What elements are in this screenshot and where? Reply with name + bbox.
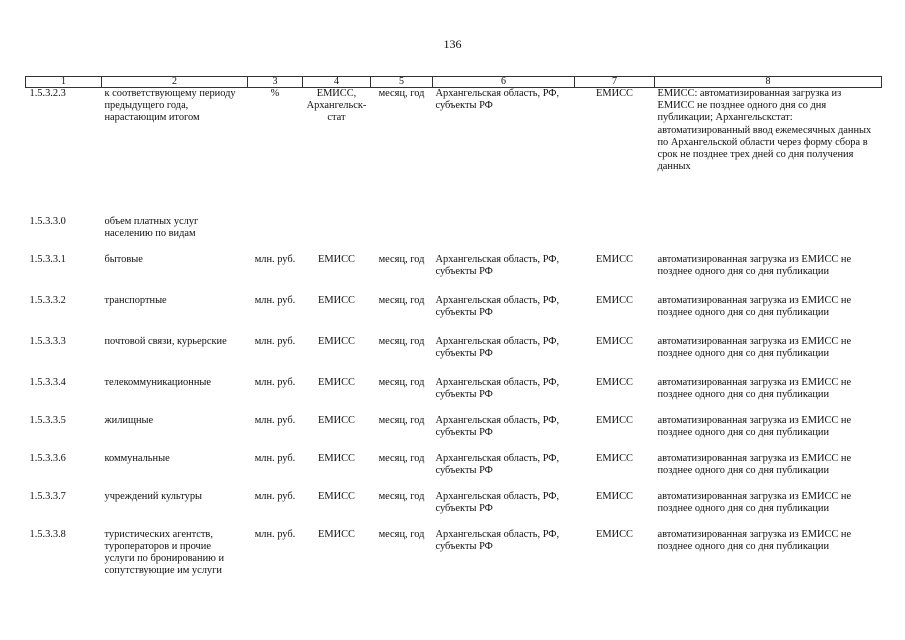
name-cell: к соответствующему периоду предыдущего года, нарастающим итогом [104,88,236,124]
code-cell: 1.5.3.2.3 [29,88,66,99]
period-cell: месяц, год [378,490,425,502]
table-row [26,295,882,336]
table-header-row [26,77,882,88]
table-row [26,415,882,453]
table-row [26,254,882,295]
system-cell [575,216,655,254]
source-cell: ЕМИСС [318,528,355,540]
system-cell: ЕМИСС [596,452,633,464]
unit-cell: млн. руб. [254,335,296,347]
column-header-6: 6 [433,77,575,88]
name-cell: объем платных услуг населению по видам [104,215,199,239]
method-cell [655,216,882,254]
unit-cell: % [270,88,280,99]
period-cell: месяц, год [378,294,425,306]
code-cell: 1.5.3.3.1 [29,253,66,265]
code-cell: 1.5.3.3.0 [29,215,66,227]
column-header-8: 8 [655,77,882,88]
column-header-3: 3 [248,77,303,88]
code-cell: 1.5.3.3.8 [29,528,66,540]
source-cell: ЕМИСС [318,414,355,426]
period-cell: месяц, год [378,452,425,464]
unit-cell: млн. руб. [254,452,296,464]
code-cell: 1.5.3.3.5 [29,414,66,426]
system-cell: ЕМИСС [596,253,633,265]
period-cell: месяц, год [378,376,425,388]
code-cell: 1.5.3.3.2 [29,294,66,306]
source-cell [303,216,371,254]
unit-cell: млн. руб. [254,414,296,426]
method-cell: автоматизированная загрузка из ЕМИСС не позднее одного дня со дня публикации [657,376,852,400]
name-cell: туристических агентств, туроператоров и прочие услуги по бронированию и сопутствующие им услуги [104,528,225,577]
level-cell: Архангельская область, РФ, субъекты РФ [435,335,560,359]
column-header-1: 1 [26,77,102,88]
period-cell: месяц, год [378,414,425,426]
level-cell: Архангельская область, РФ, субъекты РФ [435,294,560,318]
column-header-4: 4 [303,77,371,88]
column-header-2: 2 [102,77,248,88]
name-cell: жилищные [104,414,154,426]
system-cell: ЕМИСС [596,294,633,306]
level-cell: Архангельская область, РФ, субъекты РФ [435,490,560,514]
source-cell: ЕМИСС [318,253,355,265]
source-cell: ЕМИСС [318,376,355,388]
name-cell: бытовые [104,253,143,265]
method-cell: автоматизированная загрузка из ЕМИСС не позднее одного дня со дня публикации [657,253,852,277]
table-row [26,88,882,216]
unit-cell: млн. руб. [254,376,296,388]
system-cell: ЕМИСС [596,335,633,347]
level-cell: Архангельская область, РФ, субъекты РФ [435,88,560,112]
code-cell: 1.5.3.3.6 [29,452,66,464]
method-cell: ЕМИСС: автоматизированная загрузка из ЕМИСС не позднее одного дня со дня публикации; Архангельскстат: автоматизированный ввод ежемесячных данных по Архангельской области через форму сбора в срок не позднее трех дней со дня получения данных [657,88,872,173]
page-number: 136 [443,37,462,51]
code-cell: 1.5.3.3.7 [29,490,66,502]
unit-cell [248,216,303,254]
name-cell: транспортные [104,294,167,306]
method-cell: автоматизированная загрузка из ЕМИСС не позднее одного дня со дня публикации [657,335,852,359]
name-cell: учреждений культуры [104,490,203,502]
source-cell: ЕМИСС [318,490,355,502]
source-cell: ЕМИСС [318,294,355,306]
period-cell: месяц, год [378,528,425,540]
level-cell: Архангельская область, РФ, субъекты РФ [435,376,560,400]
period-cell: месяц, год [378,88,425,99]
name-cell: почтовой связи, курьерские [104,335,227,347]
table-row [26,453,882,491]
system-cell: ЕМИСС [596,490,633,502]
column-header-5: 5 [371,77,433,88]
source-cell: ЕМИСС, Архангельск-стат [306,88,367,124]
code-cell: 1.5.3.3.3 [29,335,66,347]
period-cell [371,216,433,254]
table-row [26,336,882,377]
method-cell: автоматизированная загрузка из ЕМИСС не позднее одного дня со дня публикации [657,294,852,318]
level-cell: Архангельская область, РФ, субъекты РФ [435,452,560,476]
period-cell: месяц, год [378,335,425,347]
unit-cell: млн. руб. [254,490,296,502]
level-cell: Архангельская область, РФ, субъекты РФ [435,253,560,277]
method-cell: автоматизированная загрузка из ЕМИСС не позднее одного дня со дня публикации [657,528,852,552]
indicators-table [25,76,882,599]
unit-cell: млн. руб. [254,294,296,306]
table-row [26,377,882,415]
method-cell: автоматизированная загрузка из ЕМИСС не позднее одного дня со дня публикации [657,490,852,514]
level-cell: Архангельская область, РФ, субъекты РФ [435,528,560,552]
level-cell: Архангельская область, РФ, субъекты РФ [435,414,560,438]
column-header-7: 7 [575,77,655,88]
table-row [26,529,882,599]
table-body [26,88,882,599]
system-cell: ЕМИСС [596,88,633,99]
unit-cell: млн. руб. [254,253,296,265]
period-cell: месяц, год [378,253,425,265]
code-cell: 1.5.3.3.4 [29,376,66,388]
level-cell [433,216,575,254]
table-row [26,491,882,529]
name-cell: коммунальные [104,452,170,464]
system-cell: ЕМИСС [596,528,633,540]
unit-cell: млн. руб. [254,528,296,540]
method-cell: автоматизированная загрузка из ЕМИСС не позднее одного дня со дня публикации [657,414,852,438]
name-cell: телекоммуникационные [104,376,211,388]
source-cell: ЕМИСС [318,335,355,347]
system-cell: ЕМИСС [596,376,633,388]
system-cell: ЕМИСС [596,414,633,426]
source-cell: ЕМИСС [318,452,355,464]
table-row [26,216,882,254]
method-cell: автоматизированная загрузка из ЕМИСС не позднее одного дня со дня публикации [657,452,852,476]
